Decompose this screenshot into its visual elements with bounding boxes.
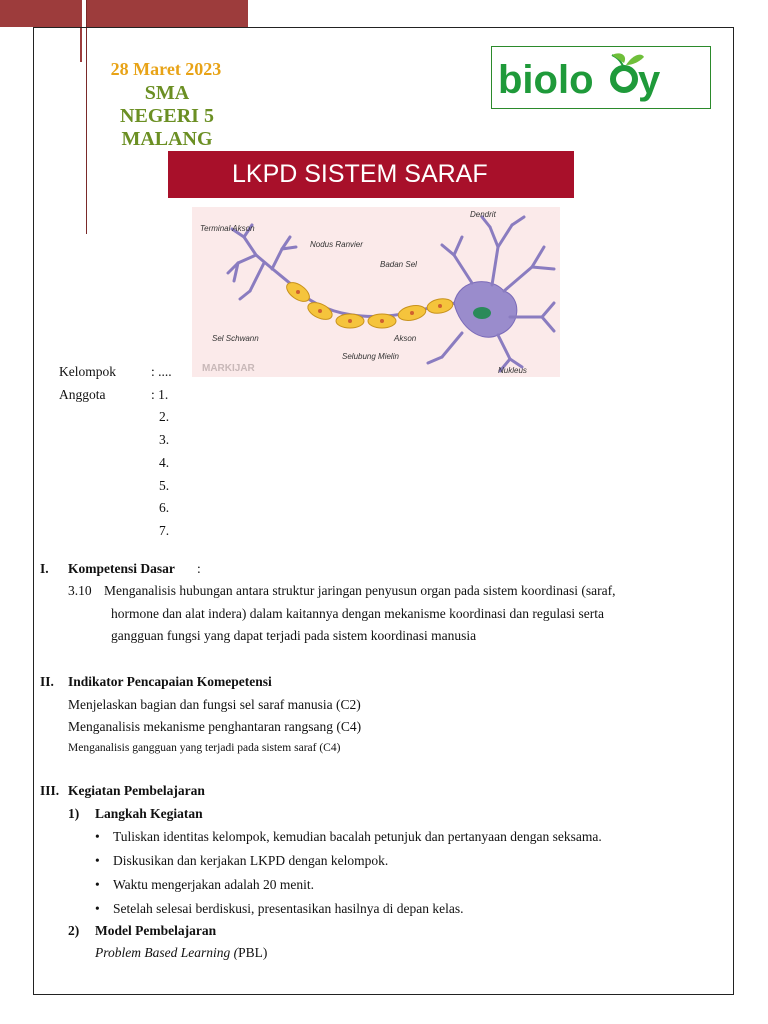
svg-text:y: y <box>638 58 661 102</box>
corner-decoration <box>86 0 248 27</box>
neuron-diagram <box>192 207 560 377</box>
anggota-label: Anggota <box>59 387 106 402</box>
subsection-title: Model Pembelajaran <box>95 923 217 938</box>
section-colon: : <box>197 561 201 576</box>
subsection-number: 2) <box>68 923 80 938</box>
subsection-title: Langkah Kegiatan <box>95 806 203 821</box>
subsection-number: 1) <box>68 806 80 821</box>
section-numeral: I. <box>40 561 49 576</box>
school-line: MALANG <box>121 128 213 150</box>
anggota-number: 2. <box>159 409 170 424</box>
school-name <box>92 82 242 151</box>
step-item: • Tuliskan identitas kelompok, kemudian bacalah petunjuk dan pertanyaan dengan seksama. <box>113 829 602 845</box>
school-line: SMA <box>144 82 190 104</box>
kelompok-label: Kelompok <box>59 364 116 379</box>
kd-text: Menganalisis hubungan antara struktur jaringan penyusun organ pada sistem koordinasi (saraf, <box>104 583 616 598</box>
anggota-number: 7. <box>159 523 170 538</box>
label-dendrit: Dendrit <box>470 210 496 219</box>
learning-model <box>95 945 267 961</box>
kd-text: gangguan fungsi yang dapat terjadi pada sistem koordinasi manusia <box>111 628 477 643</box>
anggota-number: 4. <box>159 455 170 470</box>
school-line: NEGERI 5 <box>120 105 214 127</box>
step-item: • Diskusikan dan kerjakan LKPD dengan kelompok. <box>113 853 388 869</box>
step-item: • Waktu mengerjakan adalah 20 menit. <box>113 877 314 893</box>
label-terminal-akson: Terminal Akson <box>200 224 255 233</box>
date-label: 28 Maret 2023 <box>89 58 243 80</box>
biology-logo <box>491 46 711 109</box>
learning-model-italic: Problem Based Learning ( <box>95 945 239 960</box>
kd-number: 3.10 <box>68 583 92 598</box>
learning-model-rest: PBL) <box>238 945 268 960</box>
indicator-item: Menjelaskan bagian dan fungsi sel saraf manusia (C2) <box>68 697 361 712</box>
label-akson: Akson <box>394 334 417 343</box>
section-title: Kompetensi Dasar <box>68 561 175 576</box>
section-title: Kegiatan Pembelajaran <box>68 783 205 798</box>
section-numeral: III. <box>40 783 60 798</box>
section-numeral: II. <box>40 674 54 689</box>
label-sel-schwann: Sel Schwann <box>212 334 259 343</box>
anggota-number: 5. <box>159 478 170 493</box>
corner-decoration <box>0 0 80 27</box>
indicator-item: Menganalisis mekanisme penghantaran rangsang (C4) <box>68 719 362 734</box>
section-title: Indikator Pencapaian Komepetensi <box>68 674 272 689</box>
kd-text: hormone dan alat indera) dalam kaitannya dengan mekanisme koordinasi dan regulasi serta <box>111 606 604 621</box>
indicator-item: Menganalisis gangguan yang terjadi pada sistem saraf (C4) <box>68 742 341 754</box>
anggota-number: 6. <box>159 500 170 515</box>
label-selubung-mielin: Selubung Mielin <box>342 352 399 361</box>
kelompok-value: : .... <box>151 364 172 379</box>
label-nukleus: Nukleus <box>498 366 527 375</box>
watermark: MARKIJAR <box>202 363 255 374</box>
anggota-number: 3. <box>159 432 170 447</box>
label-badan-sel: Badan Sel <box>380 260 417 269</box>
svg-text:biolo: biolo <box>498 58 594 102</box>
page-title: LKPD SISTEM SARAF <box>168 151 574 198</box>
anggota-number: : 1. <box>151 387 169 402</box>
step-item: • Setelah selesai berdiskusi, presentasikan hasilnya di depan kelas. <box>113 901 464 917</box>
label-nodus-ranvier: Nodus Ranvier <box>310 240 363 249</box>
